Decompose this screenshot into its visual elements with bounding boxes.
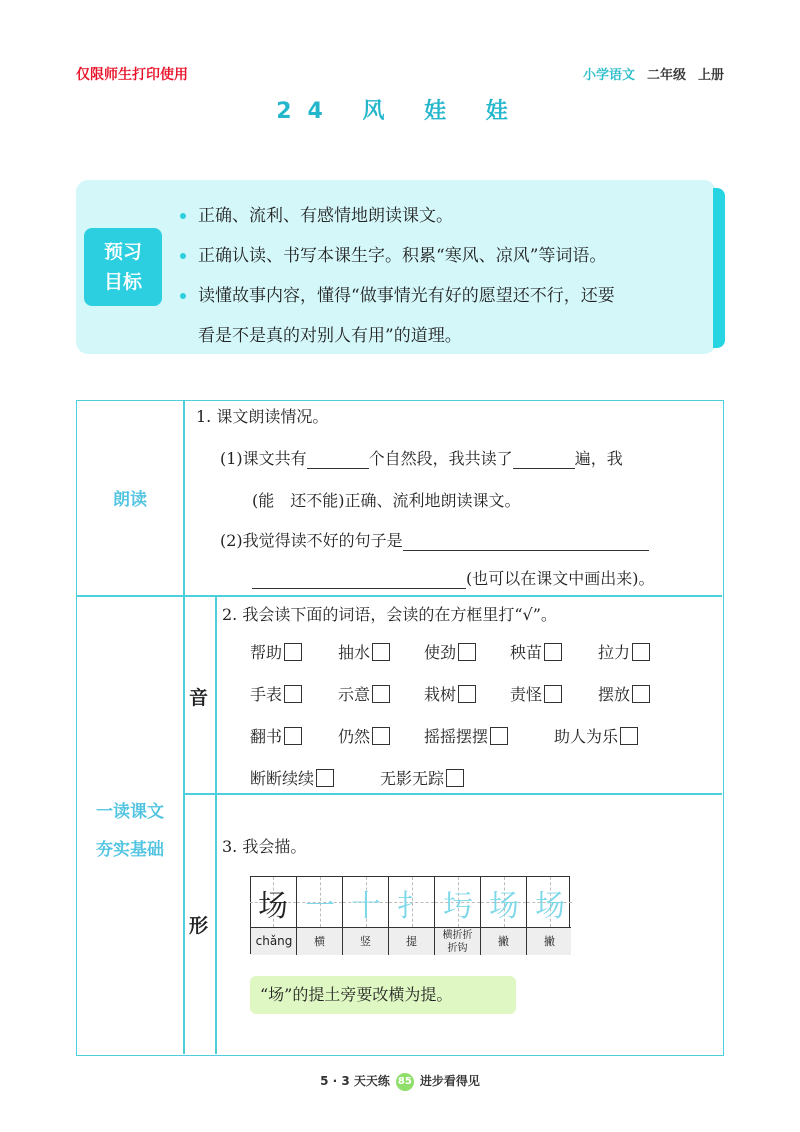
section-label-read: 朗读 bbox=[113, 490, 147, 510]
stroke-label: 撇 bbox=[480, 928, 526, 955]
trace-character: 一 bbox=[305, 889, 335, 924]
stroke-label: 横 bbox=[296, 928, 342, 955]
section-label-basic-line2: 夯实基础 bbox=[96, 840, 164, 860]
grade-label: 二年级 bbox=[646, 68, 686, 83]
q1-part1-c: 遍，我 bbox=[574, 449, 623, 468]
table-divider bbox=[77, 595, 722, 597]
hard-sentence-blank-2[interactable] bbox=[252, 588, 466, 589]
word-checkbox[interactable] bbox=[458, 643, 476, 661]
grid-cell[interactable] bbox=[342, 877, 388, 927]
grid-cell[interactable] bbox=[388, 877, 434, 927]
word-checkbox[interactable] bbox=[446, 769, 464, 787]
stroke-order-grid bbox=[250, 876, 570, 954]
pinyin-label: chǎng bbox=[255, 934, 293, 948]
grid-cell[interactable] bbox=[526, 877, 572, 927]
grid-cell bbox=[250, 877, 296, 927]
trace-character: 场 bbox=[489, 889, 519, 924]
stroke-label-line2: 折钩 bbox=[447, 943, 468, 954]
word-checkbox[interactable] bbox=[372, 643, 390, 661]
q1-part2-line2 bbox=[252, 566, 655, 589]
word-item: 拉力 bbox=[598, 640, 650, 663]
word-item: 责怪 bbox=[510, 682, 562, 705]
print-notice: 仅限师生打印使用 bbox=[76, 67, 188, 83]
word-item: 无影无踪 bbox=[380, 766, 464, 789]
goal-item: 正确认读、书写本课生字。积累“寒风、凉风”等词语。 bbox=[178, 236, 718, 276]
word-item: 栽树 bbox=[424, 682, 476, 705]
word-checkbox[interactable] bbox=[544, 643, 562, 661]
section-label-basic-line1: 一读课文 bbox=[96, 802, 164, 822]
stroke-label: 竖 bbox=[342, 928, 388, 955]
q3-title: 3. 我会描。 bbox=[222, 837, 307, 856]
goals-badge-line1: 预习 bbox=[103, 241, 142, 263]
word-checkbox[interactable] bbox=[458, 685, 476, 703]
shape-label: 形 bbox=[189, 915, 209, 937]
subject-label: 小学语文 bbox=[582, 68, 635, 83]
stroke-label: 提 bbox=[388, 928, 434, 955]
word-item: 秧苗 bbox=[510, 640, 562, 663]
word-checkbox[interactable] bbox=[620, 727, 638, 745]
stroke-label-line1: 横折折 bbox=[442, 930, 473, 941]
grid-cell[interactable] bbox=[296, 877, 342, 927]
trace-character: 十 bbox=[351, 889, 381, 924]
stroke-label bbox=[434, 928, 480, 955]
hard-sentence-blank[interactable] bbox=[403, 550, 649, 551]
grid-cell[interactable] bbox=[480, 877, 526, 927]
table-divider bbox=[215, 595, 217, 1054]
volume-label: 上册 bbox=[697, 68, 724, 83]
lesson-title: 24 风 娃 娃 bbox=[276, 99, 524, 124]
table-divider bbox=[183, 793, 722, 795]
word-item: 断断续续 bbox=[250, 766, 334, 789]
q1-part1-a: (1)课文共有 bbox=[220, 449, 307, 468]
trace-character: 圬 bbox=[443, 889, 473, 924]
goal-list bbox=[178, 196, 718, 356]
model-character: 场 bbox=[258, 889, 288, 924]
writing-tip: “场”的提土旁要改横为提。 bbox=[250, 976, 516, 1014]
goal-item: 正确、流利、有感情地朗读课文。 bbox=[178, 196, 718, 236]
word-item: 摇摇摆摆 bbox=[424, 724, 508, 747]
q2-title: 2. 我会读下面的词语，会读的在方框里打“√”。 bbox=[222, 605, 557, 624]
goals-badge bbox=[84, 228, 162, 306]
trace-character: 场 bbox=[535, 889, 565, 924]
stroke-label-row bbox=[251, 927, 571, 955]
section-label-basic bbox=[77, 793, 183, 869]
word-checkbox[interactable] bbox=[316, 769, 334, 787]
q1-title: 1. 课文朗读情况。 bbox=[196, 407, 329, 426]
goals-badge-line2: 目标 bbox=[103, 271, 142, 293]
word-item: 摆放 bbox=[598, 682, 650, 705]
trace-character: 扌 bbox=[397, 889, 427, 924]
paragraph-count-blank[interactable] bbox=[307, 468, 369, 469]
read-times-blank[interactable] bbox=[513, 468, 575, 469]
word-checkbox[interactable] bbox=[284, 643, 302, 661]
q1-part1-d: (能 还不能)正确、流利地朗读课文。 bbox=[252, 491, 521, 510]
goal-item-continued: 看是不是真的对别人有用”的道理。 bbox=[198, 326, 462, 346]
word-item: 助人为乐 bbox=[554, 724, 638, 747]
goal-item: 读懂故事内容，懂得“做事情光有好的愿望还不行，还要 bbox=[178, 276, 718, 316]
q1-part2-line bbox=[220, 528, 649, 551]
word-checkbox[interactable] bbox=[632, 685, 650, 703]
table-divider bbox=[183, 401, 185, 1054]
word-item: 使劲 bbox=[424, 640, 476, 663]
word-item: 翻书 bbox=[250, 724, 302, 747]
footer-left: 5 · 3 天天练 bbox=[320, 1074, 390, 1088]
word-checkbox[interactable] bbox=[632, 643, 650, 661]
q1-part2-b: (也可以在课文中画出来)。 bbox=[466, 569, 655, 588]
page-footer bbox=[0, 1072, 800, 1091]
word-item: 抽水 bbox=[338, 640, 390, 663]
stroke-label: 撇 bbox=[526, 928, 572, 955]
word-checkbox[interactable] bbox=[372, 685, 390, 703]
word-item: 手表 bbox=[250, 682, 302, 705]
q1-part1-line bbox=[220, 446, 623, 469]
page-number: 85 bbox=[396, 1073, 414, 1091]
word-checkbox[interactable] bbox=[544, 685, 562, 703]
word-checkbox[interactable] bbox=[284, 727, 302, 745]
word-item: 仍然 bbox=[338, 724, 390, 747]
word-checkbox[interactable] bbox=[490, 727, 508, 745]
word-checkbox[interactable] bbox=[284, 685, 302, 703]
book-info bbox=[583, 64, 724, 83]
word-item: 帮助 bbox=[250, 640, 302, 663]
sound-label: 音 bbox=[189, 687, 209, 709]
q1-part2-a: (2)我觉得读不好的句子是 bbox=[220, 531, 403, 550]
word-item: 示意 bbox=[338, 682, 390, 705]
footer-right: 进步看得见 bbox=[419, 1074, 480, 1088]
word-checkbox[interactable] bbox=[372, 727, 390, 745]
q1-part1-b: 个自然段，我共读了 bbox=[368, 449, 513, 468]
grid-cell[interactable] bbox=[434, 877, 480, 927]
